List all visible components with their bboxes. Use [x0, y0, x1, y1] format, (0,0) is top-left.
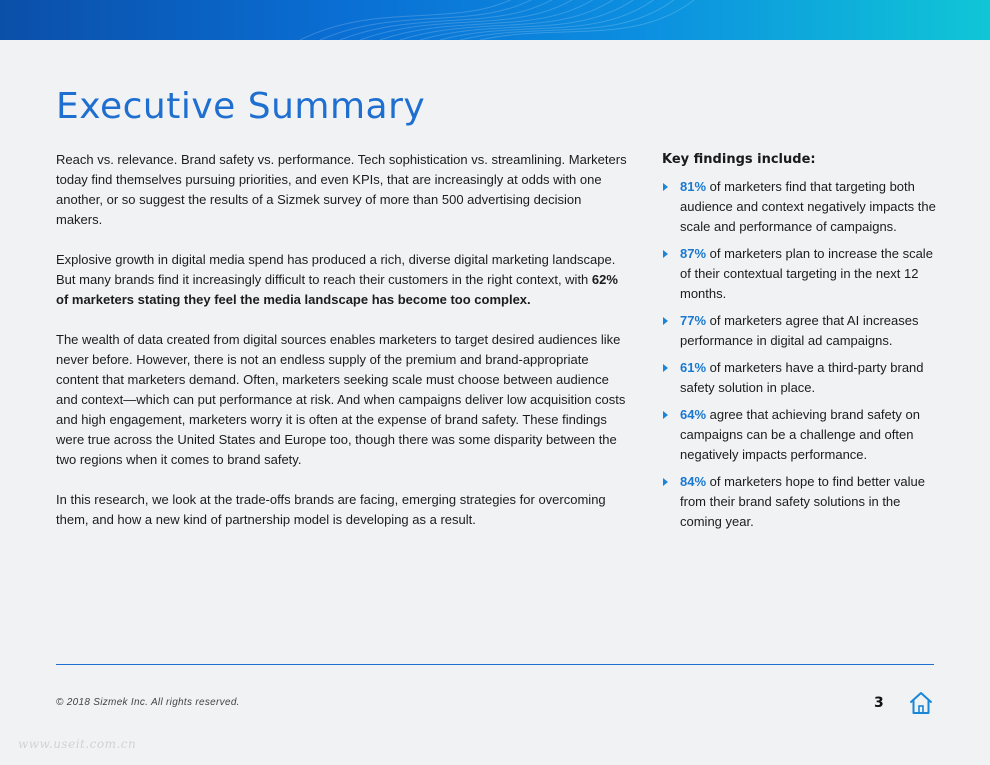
- complexity-paragraph: [56, 250, 631, 310]
- banner-wave-pattern: [0, 0, 990, 40]
- triangle-bullet-icon: [663, 250, 668, 258]
- complexity-text: Explosive growth in digital media spend has produced a rich, diverse digital marketing landscape. But many brands find it increasingly difficult to reach their customers in the right context, with: [56, 252, 616, 287]
- finding-stat: 84%: [680, 474, 707, 489]
- copyright-notice: © 2018 Sizmek Inc. All rights reserved.: [56, 697, 240, 708]
- finding-text: of marketers agree that AI increases performance in digital ad campaigns.: [680, 313, 919, 348]
- finding-stat: 61%: [680, 360, 707, 375]
- finding-text: of marketers hope to find better value from their brand safety solutions in the coming year.: [680, 474, 925, 529]
- research-paragraph: In this research, we look at the trade-offs brands are facing, emerging strategies for overcoming them, and how a new kind of partnership model is developing as a result.: [56, 492, 606, 527]
- complexity-highlight: 62% of marketers stating they feel the media landscape has become too complex.: [56, 272, 618, 307]
- body-text: [56, 150, 631, 550]
- finding-item: [662, 358, 942, 398]
- triangle-bullet-icon: [663, 317, 668, 325]
- finding-text: of marketers plan to increase the scale of their contextual targeting in the next 12 months.: [680, 246, 933, 301]
- triangle-bullet-icon: [663, 411, 668, 419]
- intro-paragraph: Reach vs. relevance. Brand safety vs. performance. Tech sophistication vs. streamlining. Marketers today find themselves pursuing priorities, and even KPIs, that are increasingly at odds with one another, or so suggest the results of a Sizmek survey of more than 500 advertising decision makers.: [56, 152, 627, 227]
- top-banner: [0, 0, 990, 40]
- finding-item: [662, 405, 942, 465]
- watermark-text: www.useit.com.cn: [18, 737, 137, 751]
- finding-item: [662, 177, 942, 237]
- triangle-bullet-icon: [663, 364, 668, 372]
- finding-item: [662, 472, 942, 532]
- page-title: Executive Summary: [56, 86, 426, 127]
- home-icon[interactable]: [908, 690, 934, 716]
- finding-text: of marketers find that targeting both audience and context negatively impacts the scale and performance of campaigns.: [680, 179, 936, 234]
- triangle-bullet-icon: [663, 478, 668, 486]
- footer-divider: [56, 664, 934, 665]
- finding-stat: 64%: [680, 407, 707, 422]
- finding-stat: 81%: [680, 179, 707, 194]
- finding-text: of marketers have a third-party brand safety solution in place.: [680, 360, 924, 395]
- data-paragraph: The wealth of data created from digital sources enables marketers to target desired audiences like never before. However, there is not an endless supply of the premium and brand-appropriate content that marketers demand. Often, marketers seeking scale must choose between audience and context—which can put performance at risk. And when campaigns deliver low acquisition costs and high engagement, marketers worry it is often at the expense of brand safety. These findings were true across the United States and Europe too, though there was some disparity between the two regions when it comes to brand safety.: [56, 332, 626, 467]
- finding-item: [662, 311, 942, 351]
- finding-stat: 77%: [680, 313, 707, 328]
- finding-stat: 87%: [680, 246, 707, 261]
- page-number: 3: [874, 695, 884, 711]
- key-findings-heading: Key findings include:: [662, 152, 816, 167]
- finding-item: [662, 244, 942, 304]
- key-findings: [662, 150, 942, 539]
- triangle-bullet-icon: [663, 183, 668, 191]
- finding-text: agree that achieving brand safety on campaigns can be a challenge and often negatively impacts performance.: [680, 407, 920, 462]
